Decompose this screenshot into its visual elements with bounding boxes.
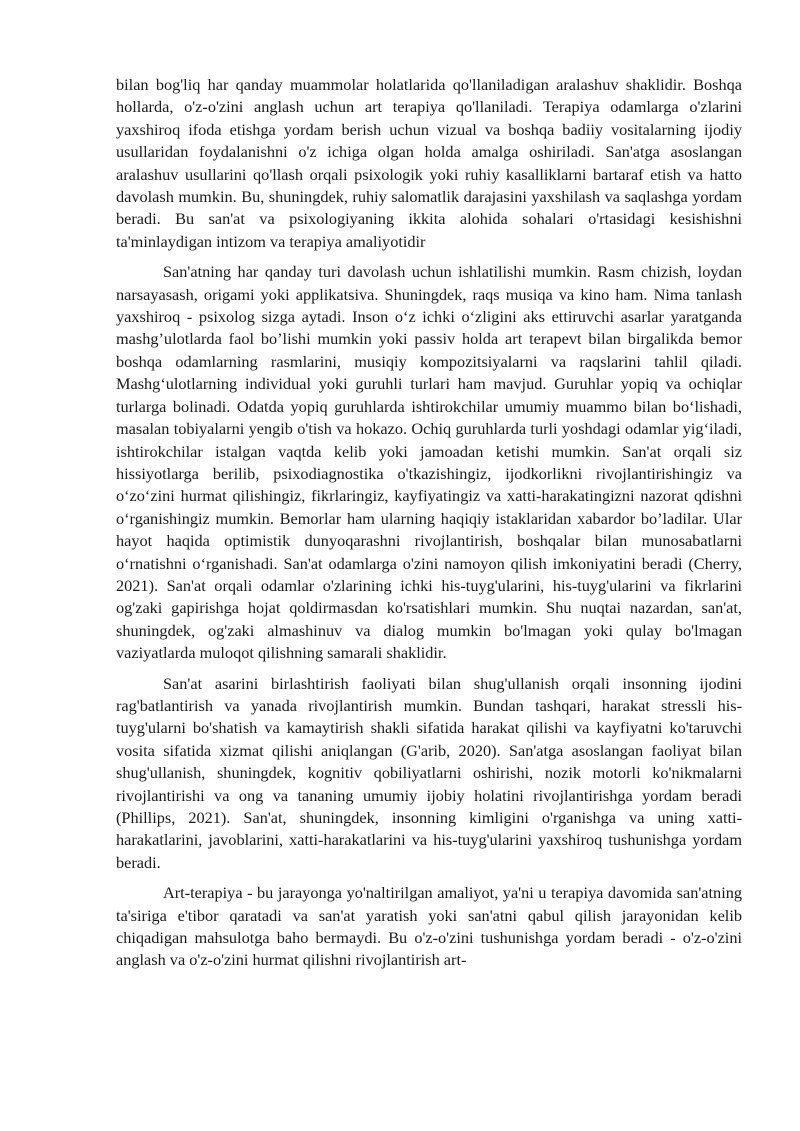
body-text (116, 74, 742, 980)
paragraph-art-therapy-definition: Art-terapiya - bu jarayonga yo'naltirilgan amaliyot, ya'ni u terapiya davomida san'atning ta'siriga e'tibor qaratadi va san'at yaratish yoki san'atni qabul qilish jarayonidan kelib chiqadigan mahsulotga baho bermaydi. Bu o'z-o'zini tushunishga yordam beradi - o'z-o'zini anglash va o'z-o'zini hurmat qilishni rivojlantirish art- (116, 883, 742, 970)
paragraph-continuation: bilan bog'liq har qanday muammolar holatlarida qo'llaniladigan aralashuv shaklidir. Boshqa hollarda, o'z-o'zini anglash uchun art terapiya qo'llaniladi. Terapiya odamlarga o'zlarini yaxshiroq ifoda etishga yordam berish uchun vizual va boshqa badiiy vositalarning ijodiy usullaridan foydalanishni o'z ichiga olgan holda amalga oshiriladi. San'atga asoslangan aralashuv usullarini qo'llash orqali psixologik yoki ruhiy kasalliklarni bartaraf etish va hatto davolash mumkin. Bu, shuningdek, ruhiy salomatlik darajasini yaxshilash va saqlashga yordam beradi. Bu san'at va psixologiyaning ikkita alohida sohalari o'rtasidagi kesishishni ta'minlaydigan intizom va terapiya amaliyotidir (116, 75, 742, 251)
paragraph-art-types: San'atning har qanday turi davolash uchun ishlatilishi mumkin. Rasm chizish, loydan narsayasash, origami yoki applikatsiva. Shuningdek, raqs musiqa va kino ham. Nima tanlash yaxshiroq - psixolog sizga aytadi. Inson o‘z ichki o‘zligini aks ettiruvchi asarlar yaratganda mashg’ulotlarda faol bo’lishi mumkin yoki passiv holda art terapevt bilan birgalikda bemor boshqa odamlarning rasmlarini, musiqiy kompozitsiyalarni va raqslarini tahlil qiladi. Mashg‘ulotlarning individual yoki guruhli turlari ham mavjud. Guruhlar yopiq va ochiqlar turlarga bolinadi. Odatda yopiq guruhlarda ishtirokchilar umumiy muammo bilan bo‘lishadi, masalan tobiyalarni yengib o'tish va hokazo. Ochiq guruhlarda turli yoshdagi odamlar yig‘iladi, ishtirokchilar istalgan vaqtda kelib yoki jamoadan ketishi mumkin. San'at orqali siz hissiyotlarga berilib, psixodiagnostika o'tkazishingiz, ijodkorlikni rivojlantirishingiz va o‘zo‘zini hurmat qilishingiz, fikrlaringiz, kayfiyatingiz va xatti-harakatingizni nazorat qdishni o‘rganishingiz mumkin. Bemorlar ham ularning haqiqiy istaklaridan xabardor bo’ladilar. Ular hayot haqida optimistik dunyoqarashni rivojlantirish, boshqalar bilan munosabatlarni o‘rnatishni o‘rganishadi. San'at odamlarga o'zini namoyon qilish imkoniyatini beradi (Cherry, 2021). San'at orqali odamlar o'zlarining ichki his-tuyg'ularini, his-tuyg'ularini va fikrlarini og'zaki gapirishga hojat qoldirmasdan ko'rsatishlari mumkin. Shu nuqtai nazardan, san'at, shuningdek, og'zaki almashinuv va dialog mumkin bo'lmagan yoki qulay bo'lmagan vaziyatlarda muloqot qilishning samarali shaklidir. (116, 262, 742, 663)
paragraph-art-benefits: San'at asarini birlashtirish faoliyati bilan shug'ullanish orqali insonning ijodini rag'batlantirish va yanada rivojlantirish mumkin. Bundan tashqari, harakat stressli his-tuyg'ularni bo'shatish va kamaytirish shakli sifatida harakat qilishi va kayfiyatni ko'taruvchi vosita sifatida xizmat qilishi aniqlangan (G'arib, 2020). San'atga asoslangan faoliyat bilan shug'ullanish, shuningdek, kognitiv qobiliyatlarni oshirishi, nozik motorli ko'nikmalarni rivojlantirishi va ong va tananing umumiy ijobiy holatini rivojlantirishga yordam beradi (Phillips, 2021). San'at, shuningdek, insonning kimligini o'rganishga va uning xatti-harakatlarini, javoblarini, xatti-harakatlarini va his-tuyg'ularini yaxshiroq tushunishga yordam beradi. (116, 673, 742, 872)
